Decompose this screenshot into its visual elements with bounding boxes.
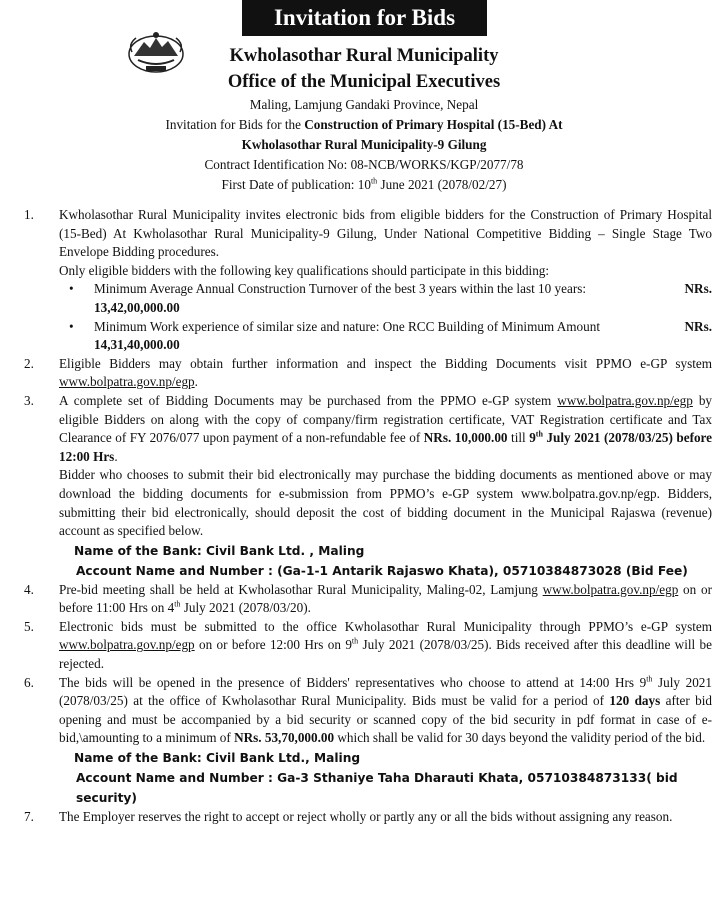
clause-number: 1. <box>24 207 34 222</box>
account-details: Account Name and Number : (Ga-1-1 Antarik Rajaswo Khata), 05710384873028 (Bid Fee) <box>76 563 688 578</box>
notice-header <box>0 44 728 195</box>
bullet-icon: • <box>69 281 74 297</box>
experience-amount: 14,31,40,000.00 <box>94 337 180 353</box>
date-sup: th <box>174 599 181 609</box>
clause-text <box>59 581 712 618</box>
clause-text <box>59 355 712 392</box>
clause-text-part: Pre-bid meeting shall be held at Kwholasothar Rural Municipality, Maling-02, Lamjung <box>59 581 543 597</box>
clause-number: 5. <box>24 618 34 634</box>
clause-number: 3. <box>24 392 34 408</box>
clause-text-part: The bids will be opened in the presence of Bidders' representatives who choose to attend at 14:00 Hrs 9 <box>59 674 647 690</box>
bid-security-amount: NRs. 53,70,000.00 <box>234 730 335 746</box>
bullet-icon: • <box>69 318 74 334</box>
address: Maling, Lamjung Gandaki Province, Nepal <box>249 97 479 112</box>
contract-id: Contract Identification No: 08-NCB/WORKS/KGP/2077/78 <box>204 157 524 172</box>
clause-4 <box>24 581 712 618</box>
pub-date-b: June 2021 (2078/02/27) <box>377 177 507 192</box>
turnover-amount: 13,42,00,000.00 <box>94 299 180 315</box>
account-details: Account Name and Number : Ga-3 Sthaniye Taha Dharauti Khata, 05710384873133( bid security) <box>76 771 678 806</box>
clause-6 <box>24 674 712 748</box>
deadline-sup: th <box>535 429 543 439</box>
clause-3 <box>24 392 712 541</box>
clause-text-end: . <box>114 448 118 464</box>
clause-text-part: Electronic bids must be submitted to the office Kwholasothar Rural Municipality through PPMO’s e-GP system <box>59 618 712 634</box>
bullet-row <box>94 280 712 299</box>
electronic-bid-paragraph: Bidder who chooses to submit their bid electronically may purchase the bidding documents as mentioned above or may download the bidding documents for e-submission from PPMO’s e-GP system www.bolpatra.gov.np/egp. Bidders, submitting their bid electronically, should deposit the cost of bidding document in the Municipal Rajaswa (revenue) account as specified below. <box>59 467 712 539</box>
clause-number: 7. <box>24 809 34 825</box>
office-name: Office of the Municipal Executives <box>227 72 501 92</box>
clause-text: The Employer reserves the right to accept or reject wholly or partly any or all the bids without assigning any reason. <box>59 809 673 825</box>
clause-text-part: July 2021 (2078/03/25) at the office of Kwholasothar Rural Municipality. Bids must be valid for a period of <box>59 674 712 709</box>
bullet-text: Minimum Average Annual Construction Turnover of the best 3 years within the last 10 years: <box>94 281 587 297</box>
clause-text-part: July 2021 (2078/03/25). Bids received after this deadline will be rejected. <box>59 637 713 672</box>
egp-link[interactable]: www.bolpatra.gov.np/egp <box>542 581 679 597</box>
clause-2 <box>24 355 712 392</box>
deadline-day: 9 <box>529 430 536 446</box>
bank-name: Name of the Bank: Civil Bank Ltd., Maling <box>74 751 361 766</box>
clause-text-part: July 2021 (2078/03/20). <box>180 600 311 616</box>
bullet-label: NRs. <box>684 281 712 297</box>
egp-link[interactable]: www.bolpatra.gov.np/egp <box>59 374 195 390</box>
project-line-1 <box>0 115 728 135</box>
clause-text-part: on or before 11:00 Hrs on 4 <box>59 581 712 616</box>
pub-date-sup: th <box>370 176 378 186</box>
clause-number: 6. <box>24 674 34 690</box>
organization-name: Kwholasothar Rural Municipality <box>229 46 499 66</box>
clause-7 <box>24 808 712 827</box>
clause-text <box>59 392 712 466</box>
clause-text <box>59 674 712 748</box>
qualification-bullet <box>59 318 712 355</box>
date-sup: th <box>646 674 653 684</box>
project-title-2: Kwholasothar Rural Municipality-9 Gilung <box>241 137 487 152</box>
date-sup: th <box>351 637 359 647</box>
clause-text-part: Eligible Bidders may obtain further information and inspect the Bidding Documents visit PPMO e-GP system <box>59 355 712 371</box>
clause-1 <box>24 206 712 355</box>
validity-days: 120 days <box>609 693 661 709</box>
clause-text: Kwholasothar Rural Municipality invites electronic bids from eligible bidders for the Construction of Primary Hospital (15-Bed) At Kwholasothar Rural Municipality-9 Gilung, Under National Competitive Bidding – Single Stage Two Envelope Bidding procedures. <box>59 207 712 260</box>
clause-text-part: after bid opening and must be accompanied by a bid security or scanned copy of the bid security in pdf format in case of e-bid,\amounting to a minimum of <box>59 693 712 746</box>
bid-document-fee: NRs. 10,000.00 <box>423 430 508 446</box>
qualification-bullet <box>59 280 712 317</box>
notice-body <box>24 206 712 827</box>
bullet-label: NRs. <box>684 318 712 334</box>
clause-5 <box>24 618 712 674</box>
bullet-text: Minimum Work experience of similar size and nature: One RCC Building of Minimum Amount <box>94 318 600 334</box>
egp-link[interactable]: www.bolpatra.gov.np/egp <box>557 392 693 408</box>
deadline-rest: July 2021 (2078/03/25) before 12:00 Hrs <box>59 430 713 464</box>
publication-date <box>0 175 728 195</box>
document-title-banner: Invitation for Bids <box>242 0 487 36</box>
clause-text-part: which shall be valid for 30 days beyond the validity period of the bid. <box>334 730 706 746</box>
project-line-2 <box>0 135 728 155</box>
clause-text-part: on or before 12:00 Hrs on 9 <box>194 637 352 653</box>
clause-number: 4. <box>24 581 34 597</box>
clause-text-part: till <box>507 430 530 446</box>
project-title-1: Construction of Primary Hospital (15-Bed) At <box>304 117 563 132</box>
clause-text-end: . <box>194 374 198 390</box>
clause-number: 2. <box>24 355 34 371</box>
project-prefix: Invitation for Bids for the <box>165 117 305 132</box>
qualification-intro: Only eligible bidders with the following key qualifications should participate in this bidding: <box>59 262 550 278</box>
bullet-row <box>94 318 712 337</box>
bank-name: Name of the Bank: Civil Bank Ltd. , Maling <box>74 543 365 558</box>
clause-text-part: A complete set of Bidding Documents may be purchased from the PPMO e-GP system <box>59 392 558 408</box>
clause-text <box>59 618 712 674</box>
clause-text-part: by eligible Bidders on along with the copy of company/firm registration certificate, VAT Registration certificate and Tax Clearance of FY 2076/077 upon payment of a non-refundable fee of <box>59 392 713 446</box>
egp-link[interactable]: www.bolpatra.gov.np/egp <box>59 637 195 653</box>
pub-date-a: First Date of publication: 10 <box>221 177 371 192</box>
